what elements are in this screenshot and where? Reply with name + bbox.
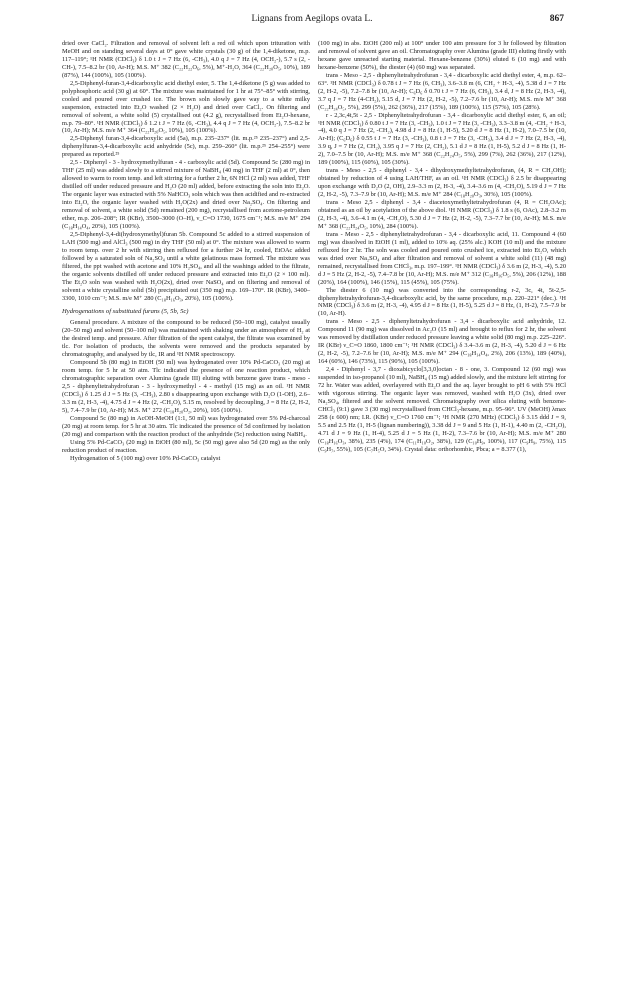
paragraph: 2,5-Diphenyl-3,4-di(hydroxymethyl)furan 5b. Compound 5c added to a stirred suspension of LAH (500 mg) and AlCl₃ (500 mg) in dry THF (50 ml) at 0°. The mixture was allowed to warm to room temp. over 2 hr with stirring then refluxed for a further 24 hr, cooled, EtOAc added followed by a saturated soln of Na₂SO₄ until a white gelatinous mass formed. The mixture was filtered, the ppt washed with acetone and 10% H₂SO₄, and all the washings added to the filtrate, the organic solvents distilled off under reduced pressure and extracted into Et₂O (2 × 100 ml). The Et₂O soln was washed with H₂O(2x), dried over NaSO₄ and on filtering and removal of solvent a white crystalline solid (5b) precipitated out (350 mg) m.p. 169–170°. IR (KBr), 3400–3300, 1010 cm⁻¹; M.S. m/e M⁺ 280 (C₁₈H₁₆O₃, 20%), 105 (100%). (62, 230, 310, 302)
paragraph: trans - Meso - 2,5 - diphenyltetrahydrofuran - 3,4 - dicarboxylic acid diethyl ester, 4, m.p. 62–63°. ¹H NMR (CDCl₃) δ 0.78 t J = 7 Hz (6, CH₃), 3.6–3.8 m (6, CH₂ + H-3, -4), 5.38 d J = 7 Hz (2, H-2, -5), 7.2–7.8 br (10, Ar-H); C₆D₆ δ 0.70 t J = 7 Hz (6, CH₃), 3.4 d, J = 8 Hz (2, H-3, -4), 3.7 q J = 7 Hz (4-CH₂), 5.15 d, J = 7 Hz (2, H-2, -5), 7.2–7.6 br (10, Ar-H); M.S. m/e M⁺ 368 (C₂₂H₂₄O₅, 5%), 299 (5%), 262 (36%), 217 (15%), 189 (100%), 115 (57%), 105 (28%). (318, 71, 566, 111)
left-column (62, 40, 310, 463)
paragraph: trans - Meso - 2,5 - diphenyl - 3,4 - dihydroxymethyltetrahydrofuran, (4, R = CH₂OH); obtained by reduction of 4 using LAH/THF, as an oil. ¹H NMR (CDCl₃) δ 2.5 br disappearing upon exchange with D₂O (2, OH), 2.9–3.3 m (2, H-3, -4), 3.4–3.6 m (4, -CH₂O), 5.19 d J = 7 Hz (2, H-2, -5), 7.3–7.9 br (10, Ar-H); M.S. m/e M⁺ 284 (C₁₈H₂₀O₃, 30%), 105 (100%). (318, 167, 566, 199)
running-header (60, 14, 564, 28)
paragraph: 2,5-Diphenyl furan-3,4-dicarboxylic acid (5a), m.p. 235–237° (lit. m.p.²⁵ 235–237°) and 2,5-diphenylfuran-3,4-dicarboxylic acid anhydride (5c), m.p. 259–260° (lit. m.p.²⁵ 254–255°) were prepared as reported.²⁵ (62, 135, 310, 159)
paragraph: Compound 5b (80 mg) in EtOH (50 ml) was hydrogenated over 10% Pd-CaCO₃ (20 mg) at room temp. for 5 hr at 50 atm. Tlc indicated the presence of one reaction product, which chromatographic separation over Alumina (grade III) eluting with benzene gave trans - meso - 2,5 - diphenyltetrahydrofuran - 3 - hydroxymethyl - 4 - methyl (15 mg) as an oil. ¹H NMR (CDCl₃) δ 1.25 d J = 5 Hz (3, -CH₃), 2.80 s disappearing upon exchange with D₂O (1-OH), 2.6–3.3 m (2, H-3, -4), 4.75 d J = 4 Hz (2, -CH₂O), 5.15 m, resolved by decoupling, J = 8 Hz (2, H-2, 5), 7.4–7.9 br (10, Ar-H); M.S. M⁺ 272 (C₁₈H₂₀O₂, 20%), 105 (100%). (62, 359, 310, 414)
paragraph: Hydrogenation of 5 (100 mg) over 10% Pd-CaCO₃ catalyst (70, 454, 221, 462)
paragraph: Compound 5c (80 mg) in AcOH-MeOH (1:1, 50 ml) was hydrogenated over 5% Pd-charcoal (20 mg) at room temp. for 5 hr at 30 atm. Tlc indicated the presence of 5d confirmed by isolation (20 mg) and comparison with the reaction product of the anhydride (5c) reduction using NaBH₄. (62, 414, 310, 438)
paragraph: The diester 6 (10 mg) was converted into the corresponding r-2, 3c, 4t, 5t-2,5-diphenyltetrahydrofuran-3,4-dicarboxylic acid, by the same procedure, m.p. 220–221° (dec.). ¹H NMR (CDCl₃) δ 3.6 m (2, H-3, -4), 4.95 d J = 8 Hz (1, H-5), 5.25 d J = 8 Hz, (1, H-2), 7.5–7.9 br (10, Ar-H). (318, 286, 566, 318)
paragraph: r - 2,3c,4t,5t - 2,5 - Diphenyltetrahydrofuran - 3,4 - dicarboxylic acid diethyl ester, 6, an oil; ¹H NMR (CDCl₃) δ 0.80 t J = 7 Hz (3, -CH₃), 1.0 t J = 7 Hz (3, -CH₃), 3.3–3.8 m (4, -CH₂ + H-3, -4), 4.0 q J = 7 Hz (2, -CH₂), 4.98 d J = 8 Hz (1, H-5), 5.20 d J = 8 Hz (1, H-2), 7.0–7.5 br (10, Ar-H); (C₆D₆) δ 0.55 t J = 7 Hz (3, -CH₃), 0.8 t J = 7 Hz (3, -CH₃), 3.4 d J = 7 Hz (2, H-3, -4), 3.9 q, J = 7 Hz (2, CH₂), 3.95 q J = 7 Hz (2, CH₂), 5.1 d J = 8 Hz (1, H-5), 5.2 d J = 8 Hz (1, H-2), 7.0–7.5 br (10, Ar-H); M.S. m/e M⁺ 368 (C₂₂H₂₄O₅, 5%), 299 (7%), 262 (36%), 217 (12%), 189 (100%), 115 (60%), 105 (30%). (318, 111, 566, 167)
paragraph: (100 mg) in abs. EtOH (200 ml) at 100° under 100 atm pressure for 3 hr followed by filtration and removal of solvent gave an oil. Chromatography over Alumina (grade III) eluting firstly with hexane gave unreacted starting material. Hexane-benzene (30%) eluted 6 (10 mg) and with hexane-benzene (50%), the diester (4) (60 mg) was separated. (318, 40, 566, 71)
paragraph: 2,5-Diphenyl-furan-3,4-dicarboxylic acid diethyl ester, 5. The 1,4-diketone (5 g) was added to polyphosphoric acid (30 g) at 60°. The mixture was maintained for 1 hr at 75°–85° with stirring, cooled and poured over crushed ice. The brown soln slowly gave way to a white milky suspension, extracted into Et₂O washed (2 × H₂O) and dried over CaCl₂. On filtering and removal of solvent, a white solid (5) crystallised out (4.2 g), recrystallised from Et₂O-hexane, m.p. 79–80°. ¹H NMR (CDCl₃) δ 1.2 t J = 7 Hz (6, -CH₃), 4.4 q J = 7 Hz (4, OCH₂-), 7.5–8.2 br (10, Ar-H); M.S. m/e M⁺ 364 (C₂₂H₂₀O₅, 10%), 105 (100%). (62, 79, 310, 135)
paragraph: trans - Meso 2,5 - diphenyl - 3,4 - diacetoxymethyltetrahydrofuran (4, R = CH₂OAc); obtained as an oil by acetylation of the above diol. ¹H NMR (CDCl₃) δ 1.8 s (6, OAc), 2.8–3.2 m (2, H-3, -4), 3.6–4.1 m (4, -CH₂O), 5.30 d J = 7 Hz (2, H-2, -5), 7.3–7.7 br (10, Ar-H); M.S. m/e M⁺ 368 (C₂₂H₂₄O₅, 10%), 284 (100%). (318, 199, 566, 230)
paragraph: 2,5 - Diphenyl - 3 - hydroxymethylfuran - 4 - carboxylic acid (5d). Compound 5c (280 mg) in THF (25 ml) was added slowly to a stirred mixture of NaBH₄ (40 mg) in THF (2 ml) at 0°, then allowed to warm to room temp. and left stirring for a further 2 hr, 6N HCl (2 ml) was added, THF distilled off under reduced pressure and H₂O (20 ml) added, before extracting the soln into Et₂O. The organic layer was extracted with 5% NaHCO₃ soln which was then acidified and re-extracted into Et₂O, the organic layer washed with H₂O(2x) and dried over Na₂SO₄. On filtering and removal of solvent, a white solid (5d) remained (200 mg), recrystallised from acetone-petroleum ether, m.p. 206–208°; IR (KBr), 3500–3000 (O–H), ν_C=O 1730, 1675 cm⁻¹; M.S. m/e M⁺ 294 (C₁₈H₁₄O₄, 20%), 105 (100%). (62, 159, 310, 230)
paragraph: 2,4 - Diphenyl - 3,7 - dioxabicyclo[3,3,0]octan - 8 - one, 3. Compound 12 (60 mg) was suspended in iso-propanol (10 ml), NaBH₄ (15 mg) added slowly, and the mixture left stirring for 72 hr. Water was added, overlayered with Et₂O and the aq. layer brought to pH 6 with 5% HCl with vigorous stirring. The organic layer was removed, washed with H₂O (3x), dried over Na₂SO₄, filtered and the solvent removed. Chromatography over silica eluting with benzene-CHCl₃ (9:1) gave 3 (30 mg) recrystallised from CHCl₃-hexane, m.p. 95–96°. UV (MeOH) λmax 258 (ε 600) nm; I.R. (KBr) ν_C=O 1760 cm⁻¹; ¹H NMR (270 MHz) (CDCl₃) δ 3.15 ddd J = 9, 5.5 and 2.5 Hz (1, H-5 (lignan numbering)), 3.38 dd J = 9 and 5 Hz (1, H-1), 4.40 m (2, -CH₂O), 4.71 d J = 9 Hz (1, H-4), 5.25 d J = 5 Hz (1, H-2), 7.3–7.6 br (10, Ar-H); M.S. m/e M⁺ 280 (C₁₈H₁₆O₃, 38%), 235 (4%), 174 (C₁₁H₁₀O₂, 38%), 129 (C₁₀H₉, 100%), 117 (C₉H₉, 75%), 115 (C₉H₇, 55%), 105 (C₇H₅O, 34%). Crystal data: orthorhombic, Pbca; a = 8.377 (1), (318, 366, 566, 453)
running-title: Lignans from Aegilops ovata L. (251, 14, 373, 24)
paragraph: trans - Meso - 2,5 - diphenyltetrahydrofuran - 3,4 - dicarboxylic acid, 11. Compound 4 (60 mg) was dissolved in EtOH (1 ml), added to 10% aq. (25% alc.) KOH (10 ml) and the mixture refluxed for 2 hr. The soln was cooled and poured onto crushed ice, extracted into Et₂O, which was dried over Na₂SO₄ and after filtration and removal of solvent a white solid (11) (48 mg) remained, recrystallised from CHCl₃, m.p. 197–199°. ¹H NMR (CDCl₃) δ 3.6 m (2, H-3, -4), 5.20 d J = 5 Hz (2, H-2, -5), 7.4–7.8 br (10, Ar-H); M.S. m/e M⁺ 312 (C₁₈H₁₆O₅, 5%), 206 (12%), 188 (20%), 164 (100%), 146 (15%), 115 (45%), 105 (75%). (318, 230, 566, 286)
paragraph: trans - Meso - 2,5 - diphenyltetrahydrofuran - 3,4 - dicarboxylic acid anhydride, 12. Compound 11 (90 mg) was dissolved in Ac₂O (15 ml) and brought to reflux for 2 hr, the solvent was removed by distillation under reduced pressure leaving a white solid (80 mg) m.p. 225–226°. IR (KBr) ν_C=O 1860, 1800 cm⁻¹; ¹H NMR (CDCl₃) δ 3.4–3.6 m (2, H-3, -4), 5.20 d J = 6 Hz (2, H-2, -5), 7.2–7.6 br (10, Ar-H); M.S. m/e M⁺ 294 (C₁₈H₁₄O₄, 2%), 206 (13%), 189 (40%), 164 (60%), 146 (73%), 115 (90%), 105 (100%). (318, 318, 566, 366)
page-number: 867 (549, 14, 564, 24)
paragraph: Using 5% Pd-CaCO₃ (20 mg) in EtOH (80 ml), 5c (50 mg) gave also 5d (20 mg) as the only reduction product of reaction. (62, 438, 310, 454)
paragraph: dried over CaCl₂. Filtration and removal of solvent left a red oil which upon trituration with MeOH and on standing several days at 0° gave white crystals (30 g) of the 1,4-diketone, m.p. 117–119°; ¹H NMR (CDCl₃) δ 1.0 t J = 7 Hz (6, -CH₃), 4.0 q J = 7 Hz (4, OCH₂-), 5.7 s (2, -CH-), 7.5–8.2 br (10, Ar-H); M.S. M⁺ 382 (C₂₂H₂₂O₆, 5%), M⁺-H₂O, 364 (C₂₂H₂₀O₅, 10%), 189 (87%), 144 (100%), 105 (100%). (62, 40, 310, 79)
right-column (318, 40, 566, 454)
paragraph: General procedure. A mixture of the compound to be reduced (50–100 mg), catalyst usually (20–50 mg) and solvent (50–100 ml) was maintained with shaking under an atmosphere of H₂ at the desired temp. and pressure. After filtration of the spent catalyst, the filtrate was examined by tlc. For isolation of products, the solvents were removed and the products separated by chromatography, and analysed by tlc, IR and ¹H NMR spectroscopy. (62, 319, 310, 359)
section-heading: Hydrogenations of substituted furans (5, 5b, 5c) (62, 308, 189, 316)
